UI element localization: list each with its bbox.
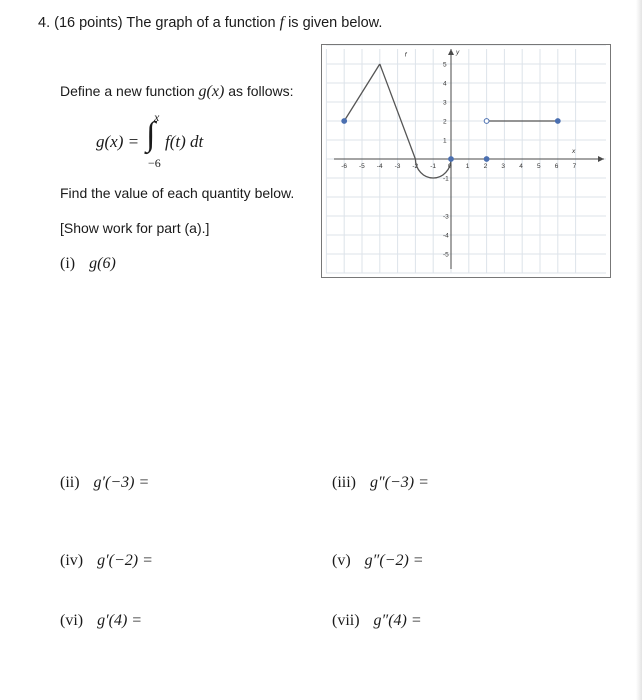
question-expression: g″(−2) = <box>364 552 424 569</box>
integral-upper-limit: x <box>154 110 160 124</box>
question-iv <box>60 552 153 570</box>
question-label: (v) <box>332 552 351 569</box>
question-expression: g″(4) = <box>373 612 422 629</box>
y-tick-label: -1 <box>443 175 449 183</box>
definition-gx: g(x) <box>198 83 225 100</box>
question-label: (ii) <box>60 474 80 491</box>
x-tick-label: 2 <box>483 163 488 170</box>
closed-point <box>342 119 347 124</box>
y-axis-label: y <box>456 49 460 56</box>
y-tick-label: -3 <box>443 213 449 221</box>
show-work-instruction: [Show work for part (a).] <box>60 220 210 236</box>
question-label: (iii) <box>332 474 356 491</box>
y-tick-label: -4 <box>443 232 449 240</box>
x-tick-label: 3 <box>501 163 506 170</box>
x-tick-label: -5 <box>359 163 365 170</box>
closed-point <box>555 119 560 124</box>
x-tick-label: -2 <box>412 163 419 170</box>
question-label: (iv) <box>60 552 84 569</box>
question-vi <box>60 612 142 630</box>
question-label: (vi) <box>60 612 84 629</box>
header-text-end: is given below. <box>288 15 383 31</box>
question-expression: g″(−3) = <box>370 474 429 491</box>
x-tick-label: -4 <box>376 163 383 170</box>
question-vii <box>332 612 422 630</box>
closed-point <box>449 157 454 162</box>
function-name: f <box>279 14 285 31</box>
function-graph <box>321 44 611 278</box>
x-tick-label: 6 <box>554 163 559 170</box>
question-label: (i) <box>60 255 76 272</box>
x-tick-label: -1 <box>430 163 436 170</box>
graph-canvas <box>322 45 610 277</box>
x-tick-label: 7 <box>572 163 577 170</box>
x-tick-label: 4 <box>519 163 523 170</box>
y-tick-label: 4 <box>443 80 447 88</box>
x-tick-label: 1 <box>465 163 470 170</box>
definition-intro-text: Define a new function <box>60 83 195 99</box>
x-tick-label: 5 <box>537 163 541 170</box>
y-axis-arrow-icon <box>448 49 454 55</box>
y-tick-label: 1 <box>443 137 447 145</box>
y-tick-label: 2 <box>443 118 447 126</box>
question-points: (16 points) <box>54 15 123 31</box>
definition-intro <box>60 83 294 101</box>
x-tick-label: -6 <box>341 163 347 170</box>
closed-point <box>484 157 489 162</box>
question-number: 4. <box>38 15 51 31</box>
question-expression: g′(−2) = <box>97 552 153 569</box>
x-axis-arrow-icon <box>598 156 604 162</box>
y-tick-label: -5 <box>443 251 449 259</box>
question-iii <box>332 474 429 492</box>
x-tick-label: -3 <box>394 163 401 170</box>
find-instruction: Find the value of each quantity below. <box>60 185 295 201</box>
integral-lhs: g(x) = <box>96 132 140 151</box>
integral-definition <box>96 110 236 172</box>
integral-sign-icon: ∫ <box>146 116 156 153</box>
page-edge-shadow <box>636 0 642 700</box>
question-header <box>38 14 382 32</box>
integral-lower-limit: −6 <box>148 156 161 170</box>
question-expression: g′(4) = <box>97 612 143 629</box>
y-tick-label: 3 <box>443 99 447 107</box>
question-v <box>332 552 424 570</box>
y-tick-label: 5 <box>443 61 447 69</box>
question-label: (vii) <box>332 612 360 629</box>
x-tick-label: 0 <box>448 163 452 170</box>
question-i <box>60 255 116 273</box>
definition-intro-end: as follows: <box>228 83 294 99</box>
curve-label: f <box>404 51 407 59</box>
question-expression: g(6) <box>89 255 116 272</box>
question-expression: g′(−3) = <box>93 474 150 491</box>
x-axis-label: x <box>572 148 576 155</box>
question-ii <box>60 474 149 492</box>
integrand: f(t) dt <box>165 132 204 151</box>
header-text: The graph of a function <box>126 15 276 31</box>
open-point <box>484 119 489 124</box>
